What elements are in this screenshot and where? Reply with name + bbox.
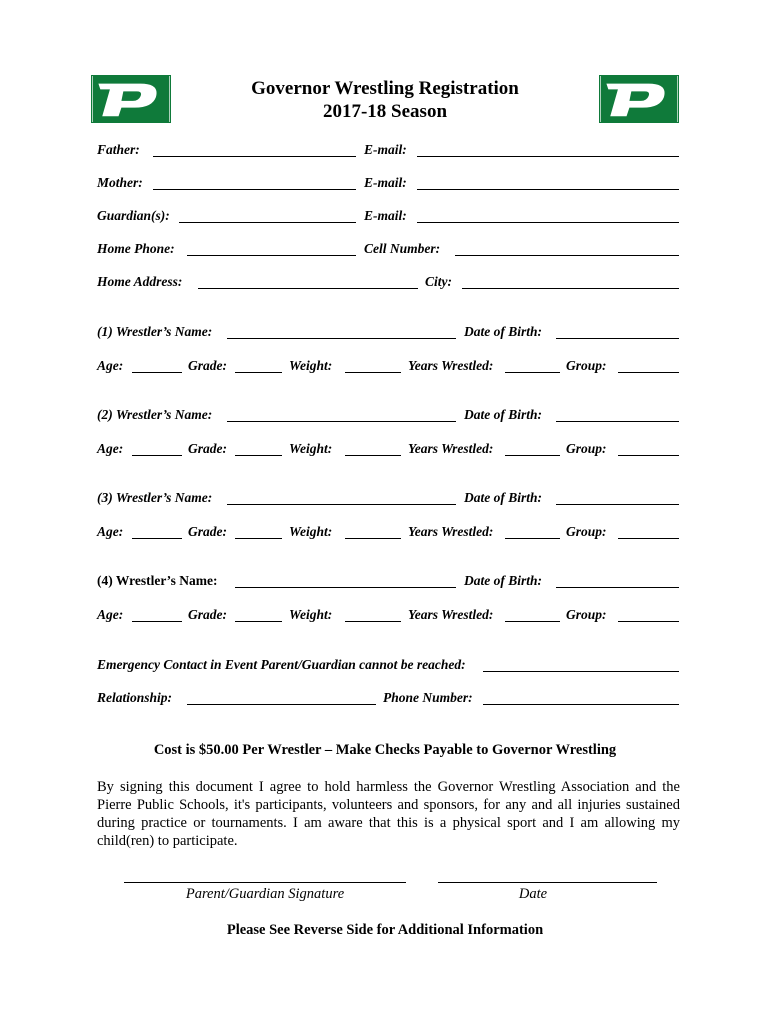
wrestler-4-weight-label: Weight: xyxy=(289,607,333,622)
father-email-label: E-mail: xyxy=(364,142,407,157)
guardian-label: Guardian(s): xyxy=(97,208,170,223)
wrestler-1-grade-field[interactable] xyxy=(235,372,282,373)
wrestler-1-years-label: Years Wrestled: xyxy=(408,358,494,373)
wrestler-4-years-field[interactable] xyxy=(505,621,560,622)
wrestler-3-dob-field[interactable] xyxy=(556,504,679,505)
wrestler-3-years-label: Years Wrestled: xyxy=(408,524,494,539)
relationship-field[interactable] xyxy=(187,704,376,705)
date-field[interactable] xyxy=(438,882,657,883)
mother-field[interactable] xyxy=(153,189,356,190)
emergency-phone-field[interactable] xyxy=(483,704,679,705)
wrestler-3-name-label: (3) Wrestler’s Name: xyxy=(97,490,213,505)
wrestler-1-group-field[interactable] xyxy=(618,372,679,373)
date-caption: Date xyxy=(518,886,548,902)
wrestler-1-dob-field[interactable] xyxy=(556,338,679,339)
wrestler-2-name-field[interactable] xyxy=(227,421,456,422)
wrestler-2-years-label: Years Wrestled: xyxy=(408,441,494,456)
cost-notice: Cost is $50.00 Per Wrestler – Make Checks Payable to Governor Wrestling xyxy=(153,742,617,758)
wrestler-3-age-label: Age: xyxy=(97,524,124,539)
wrestler-2-group-field[interactable] xyxy=(618,455,679,456)
father-field[interactable] xyxy=(153,156,356,157)
emergency-contact-field[interactable] xyxy=(483,671,679,672)
waiver-paragraph: By signing this document I agree to hold harmless the Governor Wrestling Association and the Pierre Public Schools, it's participants, volunteers and sponsors, for any and all injuries sustained during practice or tournaments. I am aware that this is a physical sport and I am allowing my child(ren) to participate. xyxy=(97,779,680,849)
wrestler-3-weight-field[interactable] xyxy=(345,538,401,539)
wrestler-1-age-field[interactable] xyxy=(132,372,182,373)
wrestler-1-weight-field[interactable] xyxy=(345,372,401,373)
home-phone-field[interactable] xyxy=(187,255,356,256)
wrestler-4-age-label: Age: xyxy=(97,607,124,622)
home-address-field[interactable] xyxy=(198,288,418,289)
guardian-email-field[interactable] xyxy=(417,222,679,223)
wrestler-1-grade-label: Grade: xyxy=(188,358,227,373)
wrestler-4-years-label: Years Wrestled: xyxy=(408,607,494,622)
father-label: Father: xyxy=(97,142,140,157)
wrestler-4-name-label: (4) Wrestler’s Name: xyxy=(97,573,218,588)
wrestler-1-years-field[interactable] xyxy=(505,372,560,373)
wrestler-2-group-label: Group: xyxy=(566,441,607,456)
wrestler-4-dob-field[interactable] xyxy=(556,587,679,588)
wrestler-2-age-field[interactable] xyxy=(132,455,182,456)
wrestler-4-group-field[interactable] xyxy=(618,621,679,622)
wrestler-4-name-field[interactable] xyxy=(235,587,456,588)
home-phone-label: Home Phone: xyxy=(97,241,175,256)
mother-label: Mother: xyxy=(97,175,143,190)
wrestler-1-name-field[interactable] xyxy=(227,338,456,339)
wrestler-2-dob-field[interactable] xyxy=(556,421,679,422)
wrestler-1-age-label: Age: xyxy=(97,358,124,373)
wrestler-1-group-label: Group: xyxy=(566,358,607,373)
wrestler-1-weight-label: Weight: xyxy=(289,358,333,373)
wrestler-4-grade-field[interactable] xyxy=(235,621,282,622)
wrestler-4-age-field[interactable] xyxy=(132,621,182,622)
wrestler-3-years-field[interactable] xyxy=(505,538,560,539)
wrestler-2-weight-label: Weight: xyxy=(289,441,333,456)
wrestler-3-grade-label: Grade: xyxy=(188,524,227,539)
reverse-side-notice: Please See Reverse Side for Additional Information xyxy=(226,922,544,938)
wrestler-2-weight-field[interactable] xyxy=(345,455,401,456)
wrestler-1-dob-label: Date of Birth: xyxy=(464,324,543,339)
wrestler-3-age-field[interactable] xyxy=(132,538,182,539)
wrestler-2-age-label: Age: xyxy=(97,441,124,456)
cell-number-label: Cell Number: xyxy=(364,241,441,256)
emergency-contact-label: Emergency Contact in Event Parent/Guardian cannot be reached: xyxy=(97,657,466,672)
wrestler-1-name-label: (1) Wrestler’s Name: xyxy=(97,324,213,339)
wrestler-3-group-label: Group: xyxy=(566,524,607,539)
page-title: Governor Wrestling Registration xyxy=(251,78,519,99)
wrestler-4-group-label: Group: xyxy=(566,607,607,622)
wrestler-2-grade-field[interactable] xyxy=(235,455,282,456)
wrestler-3-grade-field[interactable] xyxy=(235,538,282,539)
wrestler-4-weight-field[interactable] xyxy=(345,621,401,622)
wrestler-3-name-field[interactable] xyxy=(227,504,456,505)
relationship-label: Relationship: xyxy=(97,690,173,705)
wrestler-2-dob-label: Date of Birth: xyxy=(464,407,543,422)
city-label: City: xyxy=(425,274,452,289)
wrestler-3-dob-label: Date of Birth: xyxy=(464,490,543,505)
wrestler-2-grade-label: Grade: xyxy=(188,441,227,456)
home-address-label: Home Address: xyxy=(97,274,183,289)
wrestler-4-dob-label: Date of Birth: xyxy=(464,573,543,588)
guardian-field[interactable] xyxy=(179,222,356,223)
guardian-email-label: E-mail: xyxy=(364,208,407,223)
cell-number-field[interactable] xyxy=(455,255,679,256)
mother-email-field[interactable] xyxy=(417,189,679,190)
emergency-phone-label: Phone Number: xyxy=(383,690,473,705)
father-email-field[interactable] xyxy=(417,156,679,157)
wrestler-2-name-label: (2) Wrestler’s Name: xyxy=(97,407,213,422)
city-field[interactable] xyxy=(462,288,679,289)
wrestler-4-grade-label: Grade: xyxy=(188,607,227,622)
season-subtitle: 2017-18 Season xyxy=(322,101,448,122)
mother-email-label: E-mail: xyxy=(364,175,407,190)
wrestler-3-group-field[interactable] xyxy=(618,538,679,539)
wrestler-3-weight-label: Weight: xyxy=(289,524,333,539)
wrestler-2-years-field[interactable] xyxy=(505,455,560,456)
signature-caption: Parent/Guardian Signature xyxy=(185,886,345,902)
signature-field[interactable] xyxy=(124,882,406,883)
